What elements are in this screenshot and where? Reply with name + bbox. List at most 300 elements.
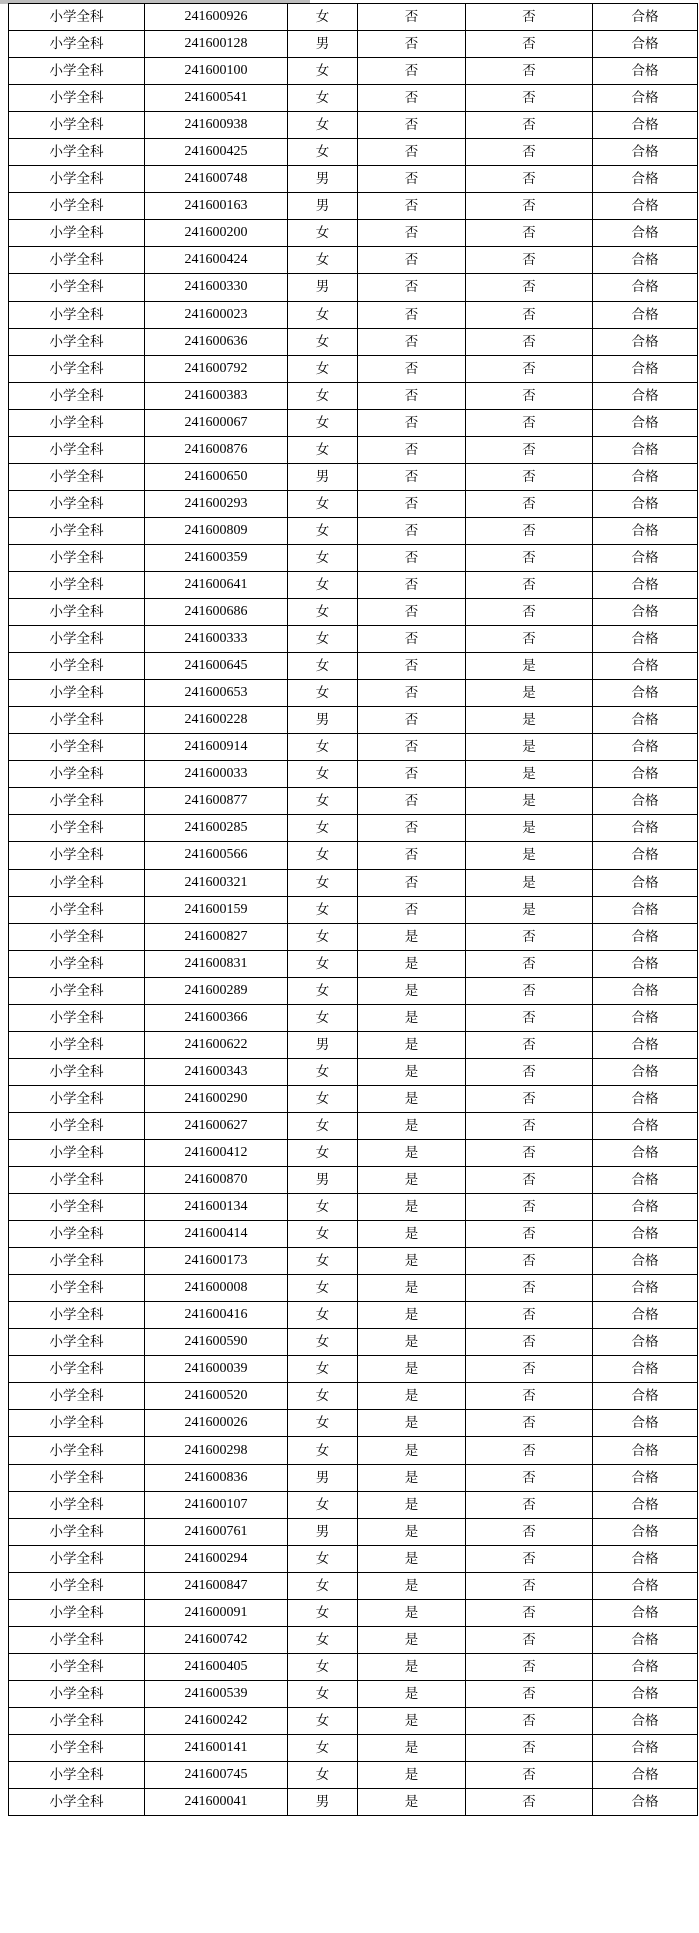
- gender-cell: 女: [288, 220, 358, 247]
- flag-b-cell: 否: [466, 1275, 593, 1302]
- candidate-id-cell: 241600290: [145, 1085, 288, 1112]
- result-cell: 合格: [593, 220, 698, 247]
- flag-a-cell: 是: [358, 1680, 466, 1707]
- gender-cell: 女: [288, 653, 358, 680]
- flag-a-cell: 否: [358, 626, 466, 653]
- result-cell: 合格: [593, 301, 698, 328]
- flag-b-cell: 否: [466, 1545, 593, 1572]
- flag-a-cell: 否: [358, 166, 466, 193]
- subject-cell: 小学全科: [9, 1031, 145, 1058]
- flag-b-cell: 否: [466, 1599, 593, 1626]
- table-row: [9, 788, 698, 815]
- gender-cell: 女: [288, 761, 358, 788]
- gender-cell: 男: [288, 31, 358, 58]
- result-cell: 合格: [593, 1491, 698, 1518]
- candidate-id-cell: 241600641: [145, 571, 288, 598]
- candidate-id-cell: 241600416: [145, 1302, 288, 1329]
- candidate-id-cell: 241600686: [145, 599, 288, 626]
- candidate-id-cell: 241600742: [145, 1626, 288, 1653]
- flag-b-cell: 否: [466, 977, 593, 1004]
- candidate-id-cell: 241600023: [145, 301, 288, 328]
- table-row: [9, 382, 698, 409]
- flag-b-cell: 是: [466, 788, 593, 815]
- gender-cell: 女: [288, 112, 358, 139]
- flag-a-cell: 否: [358, 544, 466, 571]
- flag-b-cell: 否: [466, 517, 593, 544]
- flag-b-cell: 否: [466, 1058, 593, 1085]
- candidate-id-cell: 241600748: [145, 166, 288, 193]
- table-row: [9, 58, 698, 85]
- subject-cell: 小学全科: [9, 1545, 145, 1572]
- table-row: [9, 4, 698, 31]
- flag-a-cell: 是: [358, 1518, 466, 1545]
- flag-b-cell: 否: [466, 274, 593, 301]
- subject-cell: 小学全科: [9, 1275, 145, 1302]
- result-cell: 合格: [593, 166, 698, 193]
- flag-a-cell: 否: [358, 896, 466, 923]
- gender-cell: 男: [288, 707, 358, 734]
- table-row: [9, 247, 698, 274]
- subject-cell: 小学全科: [9, 490, 145, 517]
- results-table-body: [9, 4, 698, 1816]
- result-cell: 合格: [593, 923, 698, 950]
- table-row: [9, 1599, 698, 1626]
- gender-cell: 男: [288, 1518, 358, 1545]
- result-cell: 合格: [593, 1518, 698, 1545]
- table-row: [9, 950, 698, 977]
- result-cell: 合格: [593, 1437, 698, 1464]
- gender-cell: 女: [288, 1707, 358, 1734]
- table-row: [9, 626, 698, 653]
- gender-cell: 女: [288, 85, 358, 112]
- gender-cell: 女: [288, 734, 358, 761]
- gender-cell: 女: [288, 1221, 358, 1248]
- result-cell: 合格: [593, 599, 698, 626]
- gender-cell: 女: [288, 4, 358, 31]
- subject-cell: 小学全科: [9, 328, 145, 355]
- gender-cell: 女: [288, 490, 358, 517]
- table-row: [9, 166, 698, 193]
- result-cell: 合格: [593, 653, 698, 680]
- table-row: [9, 85, 698, 112]
- flag-a-cell: 否: [358, 761, 466, 788]
- table-row: [9, 1221, 698, 1248]
- result-cell: 合格: [593, 950, 698, 977]
- candidate-id-cell: 241600761: [145, 1518, 288, 1545]
- table-row: [9, 842, 698, 869]
- table-row: [9, 1329, 698, 1356]
- table-row: [9, 112, 698, 139]
- flag-a-cell: 否: [358, 274, 466, 301]
- candidate-id-cell: 241600424: [145, 247, 288, 274]
- table-row: [9, 544, 698, 571]
- gender-cell: 女: [288, 1680, 358, 1707]
- candidate-id-cell: 241600566: [145, 842, 288, 869]
- candidate-id-cell: 241600141: [145, 1735, 288, 1762]
- flag-b-cell: 否: [466, 112, 593, 139]
- table-row: [9, 1058, 698, 1085]
- candidate-id-cell: 241600414: [145, 1221, 288, 1248]
- result-cell: 合格: [593, 274, 698, 301]
- table-row: [9, 409, 698, 436]
- result-cell: 合格: [593, 247, 698, 274]
- subject-cell: 小学全科: [9, 1518, 145, 1545]
- gender-cell: 女: [288, 1545, 358, 1572]
- subject-cell: 小学全科: [9, 1221, 145, 1248]
- gender-cell: 男: [288, 166, 358, 193]
- candidate-id-cell: 241600809: [145, 517, 288, 544]
- subject-cell: 小学全科: [9, 355, 145, 382]
- result-cell: 合格: [593, 1112, 698, 1139]
- flag-b-cell: 否: [466, 1248, 593, 1275]
- candidate-id-cell: 241600590: [145, 1329, 288, 1356]
- result-cell: 合格: [593, 1275, 698, 1302]
- gender-cell: 女: [288, 1572, 358, 1599]
- flag-b-cell: 否: [466, 544, 593, 571]
- flag-b-cell: 否: [466, 1572, 593, 1599]
- flag-b-cell: 否: [466, 355, 593, 382]
- table-row: [9, 193, 698, 220]
- candidate-id-cell: 241600041: [145, 1789, 288, 1816]
- candidate-id-cell: 241600627: [145, 1112, 288, 1139]
- result-cell: 合格: [593, 85, 698, 112]
- gender-cell: 女: [288, 436, 358, 463]
- result-cell: 合格: [593, 1599, 698, 1626]
- subject-cell: 小学全科: [9, 193, 145, 220]
- candidate-id-cell: 241600242: [145, 1707, 288, 1734]
- result-cell: 合格: [593, 1410, 698, 1437]
- subject-cell: 小学全科: [9, 544, 145, 571]
- table-row: [9, 274, 698, 301]
- subject-cell: 小学全科: [9, 85, 145, 112]
- result-cell: 合格: [593, 1085, 698, 1112]
- flag-a-cell: 是: [358, 1112, 466, 1139]
- subject-cell: 小学全科: [9, 4, 145, 31]
- subject-cell: 小学全科: [9, 1491, 145, 1518]
- subject-cell: 小学全科: [9, 842, 145, 869]
- subject-cell: 小学全科: [9, 1356, 145, 1383]
- flag-b-cell: 否: [466, 328, 593, 355]
- gender-cell: 女: [288, 1004, 358, 1031]
- gender-cell: 女: [288, 599, 358, 626]
- candidate-id-cell: 241600289: [145, 977, 288, 1004]
- candidate-id-cell: 241600412: [145, 1139, 288, 1166]
- flag-b-cell: 否: [466, 85, 593, 112]
- result-cell: 合格: [593, 1302, 698, 1329]
- flag-a-cell: 否: [358, 680, 466, 707]
- flag-a-cell: 是: [358, 950, 466, 977]
- gender-cell: 女: [288, 1329, 358, 1356]
- subject-cell: 小学全科: [9, 1464, 145, 1491]
- table-row: [9, 1789, 698, 1816]
- subject-cell: 小学全科: [9, 301, 145, 328]
- flag-a-cell: 否: [358, 869, 466, 896]
- table-row: [9, 1626, 698, 1653]
- gender-cell: 女: [288, 1653, 358, 1680]
- subject-cell: 小学全科: [9, 1653, 145, 1680]
- flag-a-cell: 是: [358, 1410, 466, 1437]
- table-row: [9, 1356, 698, 1383]
- flag-b-cell: 否: [466, 1221, 593, 1248]
- gender-cell: 女: [288, 544, 358, 571]
- result-cell: 合格: [593, 31, 698, 58]
- table-row: [9, 680, 698, 707]
- result-cell: 合格: [593, 680, 698, 707]
- result-cell: 合格: [593, 1383, 698, 1410]
- result-cell: 合格: [593, 1707, 698, 1734]
- flag-a-cell: 是: [358, 1491, 466, 1518]
- candidate-id-cell: 241600836: [145, 1464, 288, 1491]
- flag-b-cell: 是: [466, 707, 593, 734]
- table-row: [9, 517, 698, 544]
- gender-cell: 女: [288, 1762, 358, 1789]
- table-row: [9, 301, 698, 328]
- table-row: [9, 869, 698, 896]
- candidate-id-cell: 241600745: [145, 1762, 288, 1789]
- gender-cell: 女: [288, 1112, 358, 1139]
- flag-b-cell: 否: [466, 599, 593, 626]
- candidate-id-cell: 241600285: [145, 815, 288, 842]
- gender-cell: 女: [288, 950, 358, 977]
- subject-cell: 小学全科: [9, 1112, 145, 1139]
- candidate-id-cell: 241600107: [145, 1491, 288, 1518]
- flag-a-cell: 否: [358, 463, 466, 490]
- flag-b-cell: 是: [466, 734, 593, 761]
- flag-b-cell: 否: [466, 950, 593, 977]
- table-row: [9, 1167, 698, 1194]
- flag-b-cell: 否: [466, 1410, 593, 1437]
- subject-cell: 小学全科: [9, 517, 145, 544]
- subject-cell: 小学全科: [9, 1329, 145, 1356]
- flag-b-cell: 否: [466, 382, 593, 409]
- flag-b-cell: 否: [466, 490, 593, 517]
- flag-b-cell: 否: [466, 1735, 593, 1762]
- flag-a-cell: 是: [358, 1707, 466, 1734]
- gender-cell: 女: [288, 815, 358, 842]
- table-row: [9, 653, 698, 680]
- result-cell: 合格: [593, 1194, 698, 1221]
- table-row: [9, 1735, 698, 1762]
- flag-b-cell: 否: [466, 1653, 593, 1680]
- result-cell: 合格: [593, 1572, 698, 1599]
- flag-b-cell: 是: [466, 815, 593, 842]
- flag-a-cell: 否: [358, 788, 466, 815]
- table-row: [9, 1139, 698, 1166]
- table-row: [9, 1410, 698, 1437]
- gender-cell: 女: [288, 1356, 358, 1383]
- candidate-id-cell: 241600200: [145, 220, 288, 247]
- subject-cell: 小学全科: [9, 761, 145, 788]
- candidate-id-cell: 241600134: [145, 1194, 288, 1221]
- result-cell: 合格: [593, 4, 698, 31]
- result-cell: 合格: [593, 788, 698, 815]
- subject-cell: 小学全科: [9, 977, 145, 1004]
- result-cell: 合格: [593, 382, 698, 409]
- flag-b-cell: 否: [466, 139, 593, 166]
- table-row: [9, 328, 698, 355]
- table-row: [9, 1545, 698, 1572]
- flag-a-cell: 否: [358, 301, 466, 328]
- flag-a-cell: 是: [358, 1302, 466, 1329]
- flag-a-cell: 是: [358, 1058, 466, 1085]
- result-cell: 合格: [593, 328, 698, 355]
- candidate-id-cell: 241600298: [145, 1437, 288, 1464]
- subject-cell: 小学全科: [9, 31, 145, 58]
- candidate-id-cell: 241600359: [145, 544, 288, 571]
- subject-cell: 小学全科: [9, 571, 145, 598]
- flag-a-cell: 是: [358, 1545, 466, 1572]
- subject-cell: 小学全科: [9, 1302, 145, 1329]
- flag-b-cell: 否: [466, 571, 593, 598]
- subject-cell: 小学全科: [9, 1626, 145, 1653]
- result-cell: 合格: [593, 1464, 698, 1491]
- flag-a-cell: 是: [358, 1167, 466, 1194]
- gender-cell: 女: [288, 355, 358, 382]
- flag-b-cell: 否: [466, 1194, 593, 1221]
- table-row: [9, 1275, 698, 1302]
- flag-a-cell: 是: [358, 1464, 466, 1491]
- table-row: [9, 896, 698, 923]
- candidate-id-cell: 241600650: [145, 463, 288, 490]
- flag-b-cell: 是: [466, 842, 593, 869]
- table-row: [9, 571, 698, 598]
- result-cell: 合格: [593, 1329, 698, 1356]
- subject-cell: 小学全科: [9, 436, 145, 463]
- candidate-id-cell: 241600645: [145, 653, 288, 680]
- result-cell: 合格: [593, 1031, 698, 1058]
- flag-b-cell: 是: [466, 896, 593, 923]
- flag-a-cell: 否: [358, 85, 466, 112]
- flag-a-cell: 否: [358, 653, 466, 680]
- table-row: [9, 1085, 698, 1112]
- flag-b-cell: 否: [466, 1139, 593, 1166]
- table-row: [9, 1680, 698, 1707]
- result-cell: 合格: [593, 1058, 698, 1085]
- subject-cell: 小学全科: [9, 869, 145, 896]
- flag-b-cell: 否: [466, 1491, 593, 1518]
- result-cell: 合格: [593, 896, 698, 923]
- flag-a-cell: 是: [358, 1085, 466, 1112]
- flag-a-cell: 否: [358, 436, 466, 463]
- result-cell: 合格: [593, 1248, 698, 1275]
- gender-cell: 女: [288, 1248, 358, 1275]
- candidate-id-cell: 241600321: [145, 869, 288, 896]
- result-cell: 合格: [593, 815, 698, 842]
- flag-b-cell: 否: [466, 463, 593, 490]
- table-row: [9, 1004, 698, 1031]
- flag-a-cell: 是: [358, 1599, 466, 1626]
- gender-cell: 男: [288, 193, 358, 220]
- flag-b-cell: 是: [466, 653, 593, 680]
- result-cell: 合格: [593, 1004, 698, 1031]
- flag-a-cell: 是: [358, 1329, 466, 1356]
- table-row: [9, 815, 698, 842]
- flag-a-cell: 否: [358, 517, 466, 544]
- subject-cell: 小学全科: [9, 896, 145, 923]
- candidate-id-cell: 241600405: [145, 1653, 288, 1680]
- candidate-id-cell: 241600343: [145, 1058, 288, 1085]
- flag-b-cell: 否: [466, 1518, 593, 1545]
- flag-a-cell: 是: [358, 1789, 466, 1816]
- subject-cell: 小学全科: [9, 950, 145, 977]
- flag-a-cell: 是: [358, 1248, 466, 1275]
- candidate-id-cell: 241600039: [145, 1356, 288, 1383]
- subject-cell: 小学全科: [9, 788, 145, 815]
- gender-cell: 女: [288, 328, 358, 355]
- table-row: [9, 599, 698, 626]
- subject-cell: 小学全科: [9, 1139, 145, 1166]
- flag-a-cell: 否: [358, 112, 466, 139]
- result-cell: 合格: [593, 1735, 698, 1762]
- table-row: [9, 139, 698, 166]
- flag-b-cell: 否: [466, 247, 593, 274]
- result-cell: 合格: [593, 436, 698, 463]
- flag-b-cell: 否: [466, 1112, 593, 1139]
- flag-a-cell: 否: [358, 409, 466, 436]
- table-row: [9, 761, 698, 788]
- result-cell: 合格: [593, 463, 698, 490]
- candidate-id-cell: 241600792: [145, 355, 288, 382]
- gender-cell: 女: [288, 896, 358, 923]
- flag-b-cell: 否: [466, 1167, 593, 1194]
- subject-cell: 小学全科: [9, 1735, 145, 1762]
- gender-cell: 女: [288, 1194, 358, 1221]
- flag-b-cell: 否: [466, 1437, 593, 1464]
- flag-a-cell: 是: [358, 1221, 466, 1248]
- subject-cell: 小学全科: [9, 1383, 145, 1410]
- gender-cell: 男: [288, 1464, 358, 1491]
- candidate-id-cell: 241600091: [145, 1599, 288, 1626]
- result-cell: 合格: [593, 1762, 698, 1789]
- gender-cell: 女: [288, 923, 358, 950]
- flag-a-cell: 否: [358, 247, 466, 274]
- result-cell: 合格: [593, 112, 698, 139]
- subject-cell: 小学全科: [9, 463, 145, 490]
- gender-cell: 女: [288, 1410, 358, 1437]
- gender-cell: 女: [288, 382, 358, 409]
- flag-a-cell: 否: [358, 139, 466, 166]
- result-cell: 合格: [593, 1221, 698, 1248]
- flag-a-cell: 否: [358, 842, 466, 869]
- candidate-id-cell: 241600827: [145, 923, 288, 950]
- flag-a-cell: 是: [358, 1437, 466, 1464]
- gender-cell: 女: [288, 409, 358, 436]
- flag-b-cell: 否: [466, 4, 593, 31]
- flag-a-cell: 是: [358, 1356, 466, 1383]
- candidate-id-cell: 241600520: [145, 1383, 288, 1410]
- gender-cell: 女: [288, 58, 358, 85]
- flag-a-cell: 否: [358, 31, 466, 58]
- subject-cell: 小学全科: [9, 680, 145, 707]
- gender-cell: 女: [288, 842, 358, 869]
- flag-a-cell: 否: [358, 734, 466, 761]
- flag-b-cell: 否: [466, 220, 593, 247]
- flag-b-cell: 否: [466, 1789, 593, 1816]
- flag-b-cell: 否: [466, 1383, 593, 1410]
- table-row: [9, 1112, 698, 1139]
- subject-cell: 小学全科: [9, 1167, 145, 1194]
- gender-cell: 女: [288, 1626, 358, 1653]
- subject-cell: 小学全科: [9, 139, 145, 166]
- table-row: [9, 31, 698, 58]
- candidate-id-cell: 241600163: [145, 193, 288, 220]
- result-cell: 合格: [593, 139, 698, 166]
- candidate-id-cell: 241600425: [145, 139, 288, 166]
- results-table-container: [8, 3, 697, 1816]
- gender-cell: 女: [288, 247, 358, 274]
- flag-b-cell: 否: [466, 1085, 593, 1112]
- gender-cell: 男: [288, 274, 358, 301]
